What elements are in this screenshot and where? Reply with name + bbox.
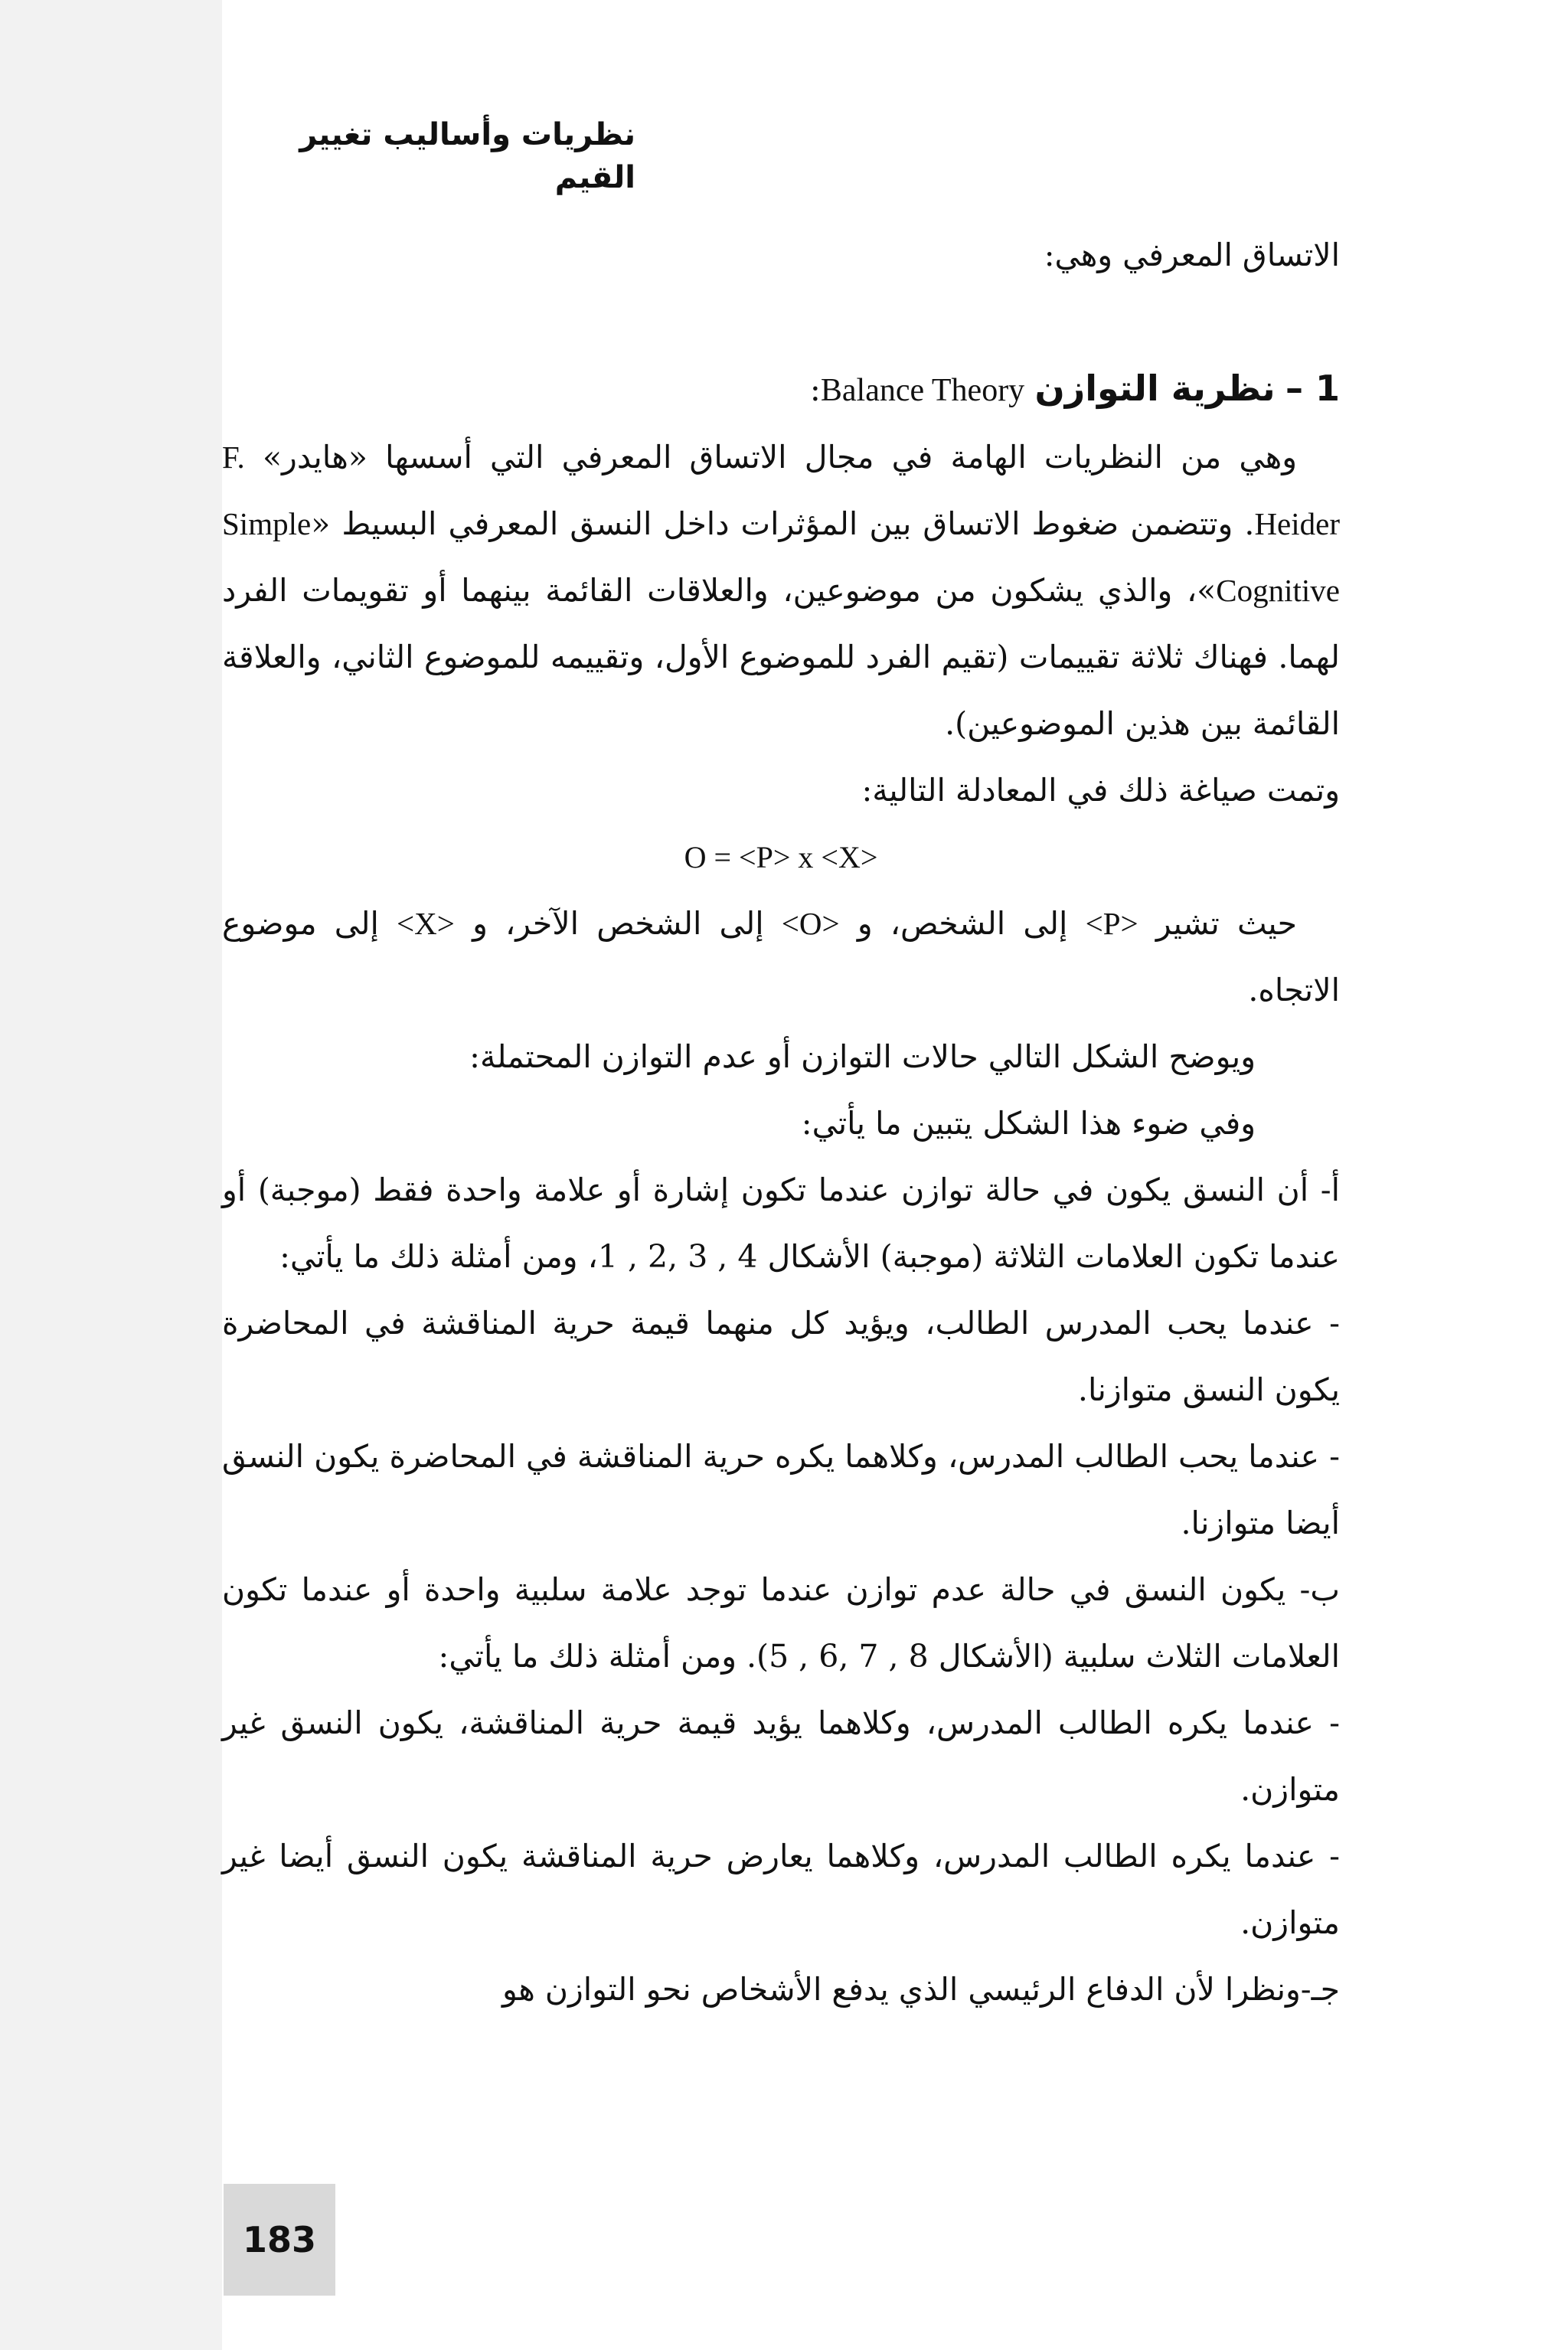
text-span: أ- أن النسق يكون في حالة توازن عندما تكون إشارة أو علامة واحدة فقط (موجبة) أو عندما تكون العلامات الثلاثة (موجبة) الأشكال <box>222 1172 1340 1275</box>
running-header: نظريات وأساليب تغيير القيم <box>299 117 635 195</box>
text-span: ب- يكون النسق في حالة عدم توازن عندما توجد علامة سلبية واحدة أو عندما تكون العلامات الثلاث سلبية (الأشكال <box>222 1571 1340 1675</box>
page-number: 183 <box>224 2184 335 2296</box>
heading-colon: : <box>809 371 821 408</box>
formula: O = <P> x <X> <box>684 840 878 874</box>
text-span: ). ومن أمثلة ذلك ما يأتي: <box>438 1638 769 1675</box>
intro-line: الاتساق المعرفي وهي: <box>1044 237 1340 273</box>
text-span: »، والذي يشكون من موضوعين، والعلاقات القائمة بينهما أو تقويمات الفرد لهما. فهناك ثلاثة تقييمات (تقيم الفرد للموضوع الأول، وتقييمه للموضوع الثاني، والعلاقة القائمة بين هذين الموضوعين). <box>222 572 1340 742</box>
symbol: <O> <box>781 906 840 941</box>
heading-title-en: Balance Theory <box>820 373 1025 408</box>
paragraph-10: - عندما يكره الطالب المدرس، وكلاهما يؤيد قيمة حرية المناقشة، يكون النسق غير متوازن. <box>222 1704 1340 1808</box>
text-span: إلى الشخص الآخر، و <box>454 905 782 942</box>
paragraph-1 <box>222 424 1340 757</box>
heading-number: 1 – <box>1285 368 1340 409</box>
paragraph-12: جـ-ونظرا لأن الدفاع الرئيسي الذي يدفع الأشخاص نحو التوازن هو <box>502 1971 1340 2008</box>
section-heading <box>222 355 1340 424</box>
symbol: <P> <box>1085 906 1138 941</box>
heading-title: نظرية التوازن <box>1034 368 1276 409</box>
figure-numbers: 5 , 6, 7 , 8 <box>769 1638 929 1675</box>
text-span: وهي من النظريات الهامة في مجال الاتساق المعرفي التي أسسها «هايدر» <box>262 439 1297 476</box>
paragraph-2: وتمت صياغة ذلك في المعادلة التالية: <box>861 772 1340 809</box>
paragraph-8: - عندما يحب الطالب المدرس، وكلاهما يكره حرية المناقشة في المحاضرة يكون النسق أيضا متوازنا. <box>222 1438 1340 1541</box>
text-span: ، ومن أمثلة ذلك ما يأتي: <box>279 1238 598 1275</box>
left-margin <box>0 0 222 2350</box>
paragraph-7: - عندما يحب المدرس الطالب، ويؤيد كل منهما قيمة حرية المناقشة في المحاضرة يكون النسق متوازنا. <box>222 1305 1340 1408</box>
figure-numbers: 1 , 2, 3 , 4 <box>597 1238 758 1275</box>
text-span: . وتتضمن ضغوط الاتساق بين المؤثرات داخل النسق المعرفي البسيط « <box>311 505 1255 542</box>
paragraph-3 <box>222 891 1340 1024</box>
paragraph-6 <box>222 1157 1340 1290</box>
paragraph-4: ويوضح الشكل التالي حالات التوازن أو عدم التوازن المحتملة: <box>469 1038 1256 1075</box>
page-body <box>222 222 1340 2023</box>
latin-term: Simple Cognitive <box>222 506 1340 608</box>
paragraph-11: - عندما يكره الطالب المدرس، وكلاهما يعارض حرية المناقشة يكون النسق أيضا غير متوازن. <box>222 1838 1340 1941</box>
paragraph-9 <box>222 1557 1340 1690</box>
text-span: حيث تشير <box>1138 905 1297 942</box>
paragraph-5: وفي ضوء هذا الشكل يتبين ما يأتي: <box>801 1105 1256 1142</box>
text-span: إلى موضوع الاتجاه. <box>222 905 1340 1008</box>
symbol: <X> <box>397 906 455 941</box>
text-span: إلى الشخص، و <box>839 905 1086 942</box>
latin-term: F. Heider <box>222 440 1340 541</box>
